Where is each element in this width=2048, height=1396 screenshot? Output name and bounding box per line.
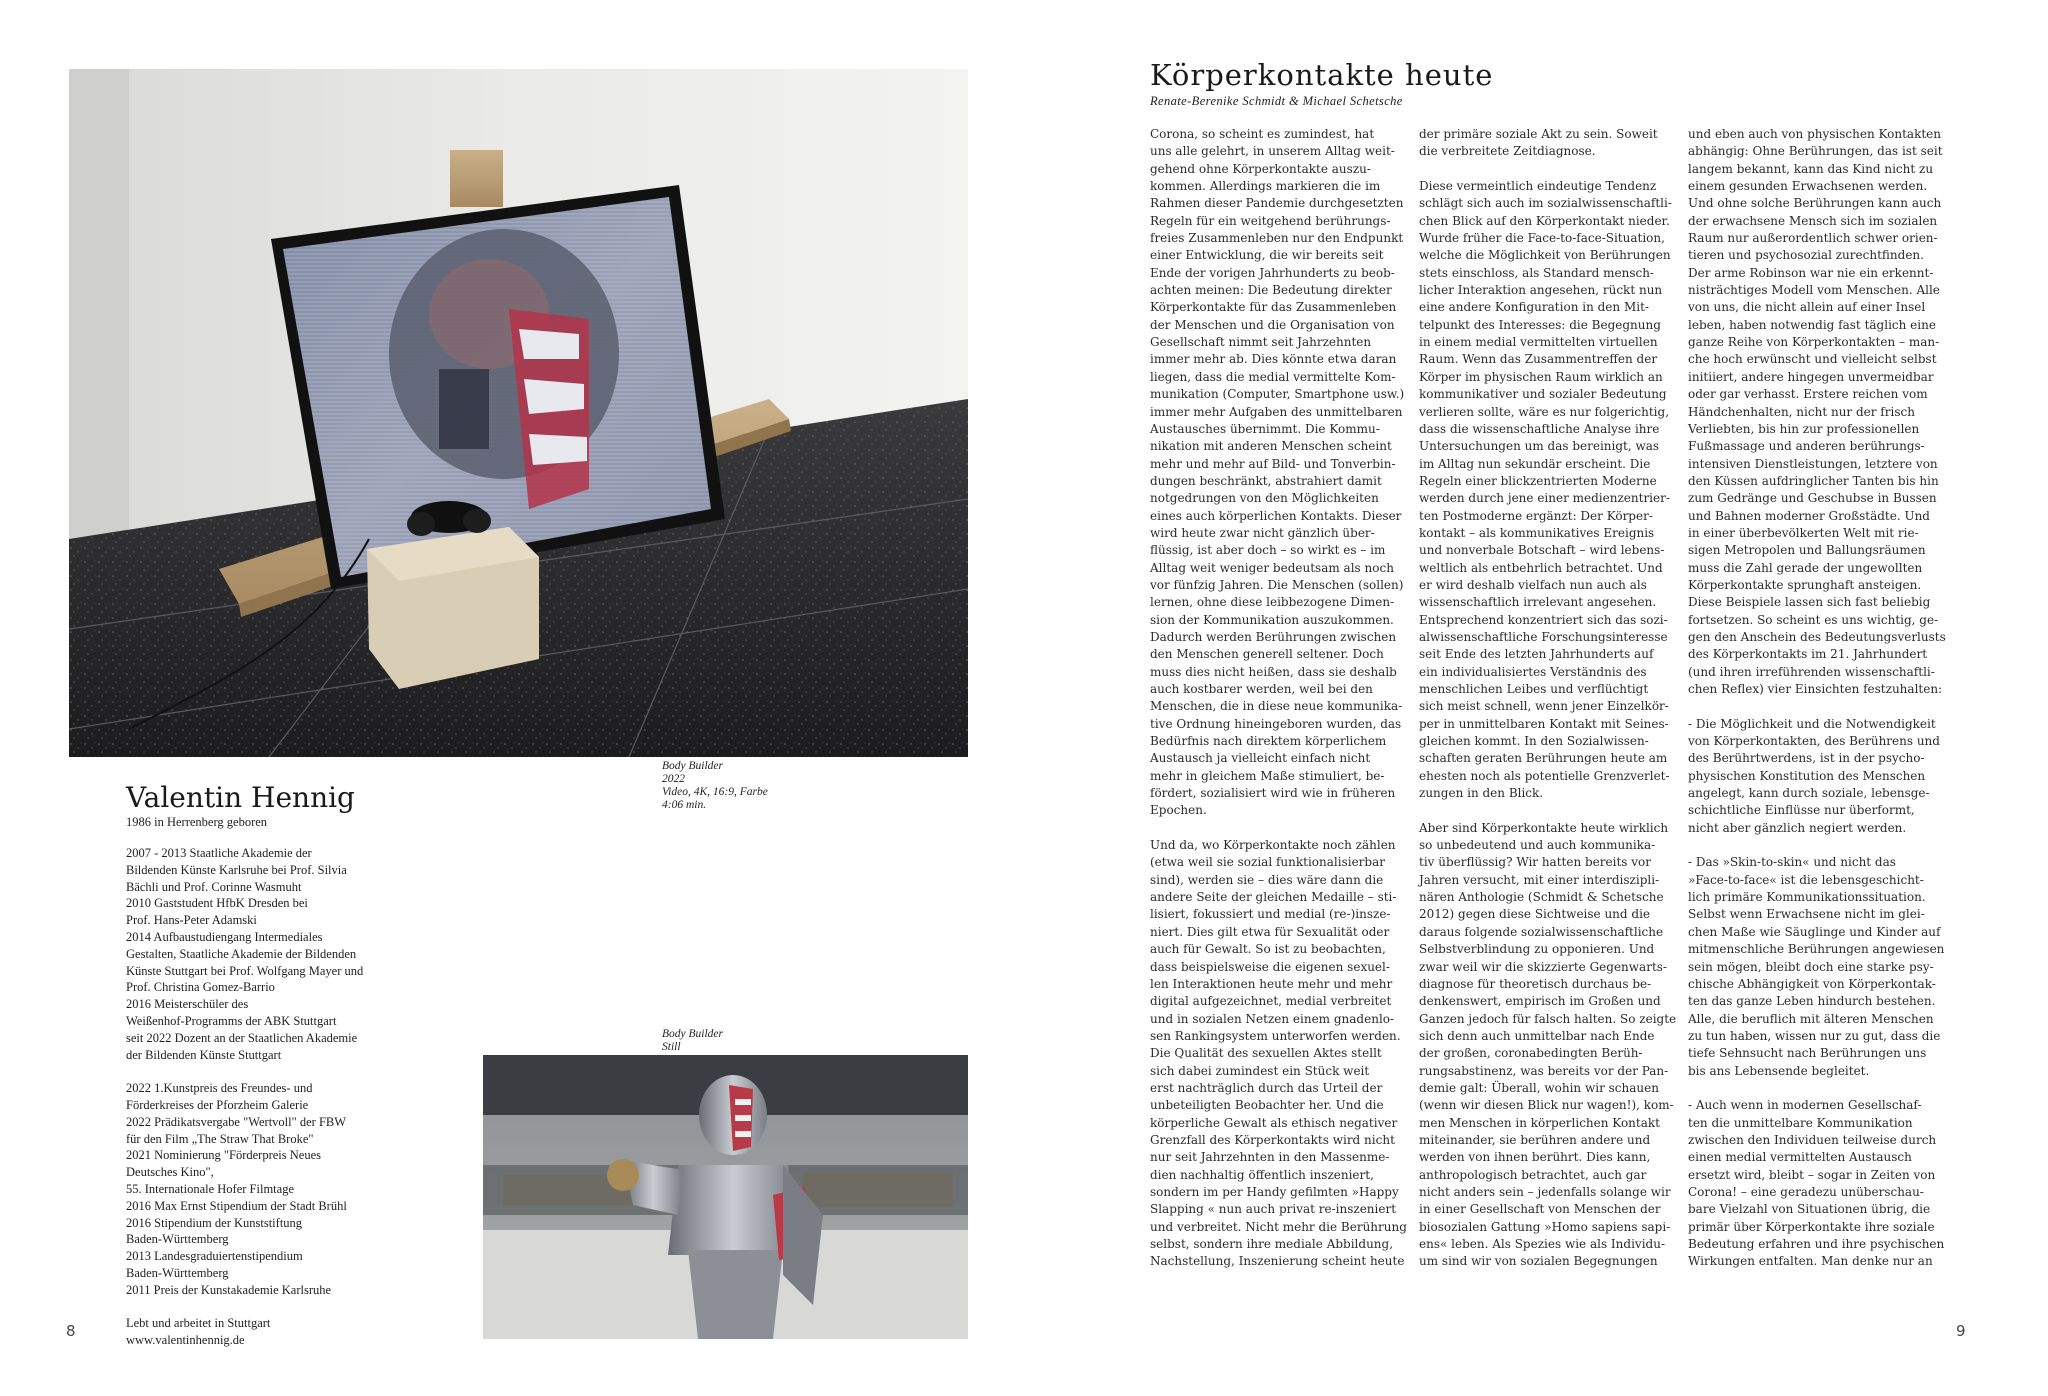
text-line: denkenswert, empirisch im Großen und <box>1419 994 1661 1009</box>
text-line: nären Anthologie (Schmidt & Schetsche <box>1419 890 1664 905</box>
text-line: dien nachhaltig öffentlich inszeniert, <box>1150 1167 1374 1182</box>
text-line: einer Entwicklung, die wir bereits seit <box>1150 248 1384 263</box>
text-line: ten das ganze Leben hindurch bestehen. <box>1688 994 1936 1009</box>
text-line: miteinander, sie berühren andere und <box>1419 1132 1651 1147</box>
text-line: per in unmittelbaren Kontakt mit Seines- <box>1419 716 1669 731</box>
text-line: schaften geraten Berührungen heute am <box>1419 751 1668 766</box>
text-line: menschlichen Leibes und verflüchtigt <box>1419 682 1649 696</box>
text-line: seit Ende des letzten Jahrhunderts auf <box>1419 647 1654 662</box>
text-line: gen den Anschein des Bedeutungsverlusts <box>1688 629 1946 644</box>
text-line: Gestalten, Staatliche Akademie der Bildenden <box>126 946 357 961</box>
text-line: Prof. Hans-Peter Adamski <box>126 913 257 928</box>
paragraph-gap <box>1150 820 1398 837</box>
text-line: fördert, sozialisiert wird wie in früheren <box>1150 786 1396 801</box>
text-line: anthropologisch betrachtet, auch gar <box>1419 1167 1647 1182</box>
article-column-1 <box>1150 126 1407 1271</box>
text-line: Körperkontakte für das Zusammenleben <box>1150 300 1397 315</box>
text-line: nisträchtiges Modell vom Menschen. Alle <box>1688 283 1940 298</box>
text-line: notgedrungen von den Möglichkeiten <box>1150 491 1379 506</box>
text-line: immer mehr ab. Dies könnte etwa daran <box>1150 352 1397 367</box>
text-line: sion der Kommunikation auszukommen. <box>1150 612 1394 627</box>
text-line: tieren und psychosozial zurechtfinden. <box>1688 248 1924 263</box>
text-line: initiiert, andere hingegen unvermeidbar <box>1688 369 1934 384</box>
caption-line: 2022 <box>662 773 685 785</box>
text-line: Bächli und Prof. Corinne Wasmuht <box>126 879 302 894</box>
text-line: Diese Beispiele lassen sich fast beliebig <box>1688 595 1931 610</box>
text-line: - Die Möglichkeit und die Notwendigkeit <box>1688 716 1936 731</box>
text-line: liegen, dass die medial vermittelte Kom- <box>1150 369 1396 384</box>
text-line: alwissenschaftliche Forschungsinteresse <box>1419 629 1668 644</box>
text-line: chische Abhängigkeit von Körperkontak- <box>1688 976 1936 991</box>
text-line: und nonverbale Botschaft – wird lebens- <box>1419 543 1665 558</box>
text-line: Rahmen dieser Pandemie durchgesetzten <box>1150 196 1404 211</box>
text-line: selbst, sondern ihre mediale Abbildung, <box>1150 1237 1394 1251</box>
text-line: Regeln für ein weitgehend berührungs- <box>1150 213 1391 228</box>
text-line: er wird deshalb vielfach nun auch als <box>1419 577 1647 592</box>
text-line: lernen, ohne diese leibbezogene Dimen- <box>1150 595 1395 610</box>
text-line: sen Rankingsystem unterworfen werden. <box>1150 1028 1401 1043</box>
text-line: Aber sind Körperkontakte heute wirklich <box>1419 820 1669 835</box>
text-line: tive Ordnung hineingeboren wurden, das <box>1150 716 1402 731</box>
page-number: 8 <box>66 1322 76 1340</box>
text-line: muss dies nicht heißen, dass sie deshalb <box>1150 664 1397 679</box>
text-line: sigen Metropolen und Ballungsräumen <box>1688 543 1926 558</box>
text-line: 2016 Stipendium der Kunststiftung <box>126 1215 303 1230</box>
text-line: sein mögen, bleibt doch eine starke psy- <box>1688 959 1934 974</box>
text-line: 2016 Max Ernst Stipendium der Stadt Brühl <box>126 1198 347 1213</box>
text-line: vor fünfzig Jahren. Die Menschen (sollen) <box>1150 577 1404 592</box>
text-line: schichtliche Einflüsse nur überformt, <box>1688 803 1915 818</box>
text-line: Alltag weit weniger bedeutsam als noch <box>1150 560 1394 575</box>
text-line: chen Blick auf den Körperkontakt nieder. <box>1419 213 1670 228</box>
text-line: Künste Stuttgart bei Prof. Wolfgang Mayer und <box>126 963 364 978</box>
text-line: langem bekannt, kann das Kind nicht zu <box>1688 161 1934 176</box>
text-line: Weißenhof-Programms der ABK Stuttgart <box>126 1013 337 1028</box>
text-line: lisiert, fokussiert und medial (re-)insze- <box>1150 907 1391 922</box>
text-line: (und ihren irreführenden wissenschaftli- <box>1688 664 1935 679</box>
paragraph-gap <box>1688 698 1936 715</box>
text-line: intensiven Dienstleistungen, letztere von <box>1688 456 1938 471</box>
text-line: werden von ihnen berührt. Dies kann, <box>1419 1150 1651 1165</box>
text-line: 2007 - 2013 Staatliche Akademie der <box>126 846 312 860</box>
text-line: Händchenhalten, nicht nur der frisch <box>1688 404 1915 419</box>
text-line: kontakt – als kommunikatives Ereignis <box>1419 525 1655 540</box>
text-line: Diese vermeintlich eindeutige Tendenz <box>1419 179 1657 194</box>
text-line: Corona! – eine geradezu unüberschau- <box>1688 1184 1924 1199</box>
text-line: Förderkreises der Pforzheim Galerie <box>126 1097 309 1112</box>
text-line: che hoch erwünscht und vielleicht selbst <box>1688 352 1937 367</box>
text-line: sondern im per Handy gefilmten »Happy <box>1150 1184 1399 1199</box>
text-line: weltlich als entbehrlich betrachtet. Und <box>1419 560 1663 575</box>
text-line: Deutsches Kino", <box>126 1165 214 1180</box>
text-line: ten Postmoderne ergänzt: Der Körper- <box>1419 508 1653 523</box>
text-line: »Face-to-face« ist die lebensgeschicht- <box>1688 872 1924 887</box>
text-line: physischen Konstitution des Menschen <box>1688 768 1926 783</box>
text-line: bis ans Lebensende begleitet. <box>1688 1063 1870 1078</box>
text-line: Jahren versucht, mit einer interdiszipli- <box>1419 872 1660 887</box>
text-line: Baden-Württemberg <box>126 1232 229 1247</box>
text-line: wird heute zwar nicht gänzlich über- <box>1150 525 1375 540</box>
text-line: Epochen. <box>1150 803 1207 818</box>
text-line: immer mehr Aufgaben des unmittelbaren <box>1150 404 1403 419</box>
text-line: und Bahnen moderner Großstädte. Und <box>1688 508 1930 523</box>
text-line: (wenn wir diesen Blick nur wagen!), kom- <box>1419 1098 1674 1113</box>
paragraph-gap <box>1419 161 1667 178</box>
text-line: Und da, wo Körperkontakte noch zählen <box>1150 838 1396 853</box>
text-line: ein individualisiertes Verständnis des <box>1419 664 1647 679</box>
text-line: chen Maße wie Säuglinge und Kinder auf <box>1688 924 1941 939</box>
text-line: Die Qualität des sexuellen Aktes stellt <box>1150 1046 1382 1061</box>
text-line: Ganzen jedoch für falsch halten. So zeigte <box>1419 1011 1677 1026</box>
text-line: dass die wissenschaftliche Analyse ihre <box>1419 421 1660 436</box>
article-authors: Renate-Berenike Schmidt & Michael Schetsche <box>1150 94 1403 108</box>
text-line: auch für Gewalt. So ist zu beobachten, <box>1150 942 1386 957</box>
text-line: der erwachsene Mensch sich im sozialen <box>1688 213 1938 228</box>
text-line: telpunkt des Interesses: die Begegnung <box>1419 317 1661 332</box>
paragraph-gap <box>1688 837 1936 854</box>
text-line: und in sozialen Netzen einem gnadenlo- <box>1150 1011 1395 1026</box>
text-line: angelegt, kann durch soziale, lebensge- <box>1688 786 1930 801</box>
text-line: Bildenden Künste Karlsruhe bei Prof. Silvia <box>126 862 347 877</box>
text-line: der primäre soziale Akt zu sein. Soweit <box>1419 127 1658 141</box>
text-line: des Berührtwerdens, ist in der psycho- <box>1688 751 1925 766</box>
text-line: 2016 Meisterschüler des <box>126 997 249 1012</box>
text-line: flüssig, ist aber doch – so wirkt es – im <box>1150 543 1386 558</box>
text-line: mehr und mehr auf Bild- und Tonverbin- <box>1150 456 1396 471</box>
text-line: sind), werden sie – dies wäre dann die <box>1150 872 1384 887</box>
text-line: - Auch wenn in modernen Gesellschaf- <box>1688 1098 1922 1113</box>
text-line: Verliebten, bis hin zur professionellen <box>1688 421 1920 436</box>
text-line: digital aufgezeichnet, medial verbreitet <box>1150 994 1392 1009</box>
text-line: zum Gedränge und Geschubse in Bussen <box>1688 491 1937 506</box>
text-line: eine andere Konfiguration in den Mit- <box>1419 300 1649 315</box>
text-line: daraus folgende sozialwissenschaftliche <box>1419 924 1664 939</box>
text-line: 2013 Landesgraduiertenstipendium <box>126 1249 303 1264</box>
text-line: Wurde früher die Face-to-face-Situation, <box>1419 231 1665 246</box>
text-line: Slapping « nun auch privat re-inszeniert <box>1150 1202 1397 1217</box>
text-line: Gesellschaft nimmt seit Jahrzehnten <box>1150 335 1372 350</box>
article-column-3 <box>1688 126 1946 1271</box>
text-line: Raum nur außerordentlich schwer orien- <box>1688 231 1938 246</box>
text-line: Grenzfall des Körperkontakts wird nicht <box>1150 1132 1395 1147</box>
text-line: so unbedeutend und auch kommunika- <box>1419 838 1656 853</box>
caption-line: Video, 4K, 16:9, Farbe <box>662 786 768 798</box>
text-line: Selbst wenn Erwachsene nicht im glei- <box>1688 907 1925 922</box>
text-line: (etwa weil sie sozial funktionalisierbar <box>1150 855 1385 870</box>
text-line: Alle, die beruflich mit älteren Menschen <box>1688 1011 1934 1026</box>
text-line: Untersuchungen um das bereinigt, was <box>1419 439 1660 454</box>
text-line: bare Vielzahl von Situationen übrig, die <box>1688 1202 1931 1217</box>
text-line: Lebt und arbeitet in Stuttgart <box>126 1316 271 1331</box>
text-line: ens« leben. Als Spezies wie als Individu- <box>1419 1237 1665 1251</box>
text-line: die verbreitete Zeitdiagnose. <box>1419 144 1596 159</box>
text-line: Corona, so scheint es zumindest, hat <box>1150 127 1375 141</box>
text-line: Ende der vorigen Jahrhunderts zu beob- <box>1150 265 1395 280</box>
text-line: in einem medial vermittelten virtuellen <box>1419 335 1658 350</box>
text-line: oder gar verhasst. Erstere reichen vom <box>1688 387 1928 402</box>
caption-line: Still <box>662 1041 681 1053</box>
text-line: der Bildenden Künste Stuttgart <box>126 1047 282 1062</box>
text-line: niert. Dies gilt etwa für Sexualität oder <box>1150 924 1390 939</box>
text-line: Regeln einer blickzentrierten Moderne <box>1419 473 1657 488</box>
text-line: Selbstverblindung zu opponieren. Und <box>1419 942 1655 957</box>
text-line: Fußmassage und anderen berührungs- <box>1688 439 1925 454</box>
text-line: men Menschen in körperlichen Kontakt <box>1419 1115 1660 1130</box>
text-line: zwar weil wir die skizzierte Gegenwarts- <box>1419 959 1667 974</box>
text-line: nicht anders sein – jedenfalls solange wir <box>1419 1184 1671 1199</box>
text-line: gleichen kommt. In den Sozialwissen- <box>1419 734 1649 749</box>
text-line: abhängig: Ohne Berührungen, das ist seit <box>1688 144 1943 159</box>
text-line: 2022 Prädikatsvergabe "Wertvoll" der FBW <box>126 1114 347 1129</box>
text-line: zungen in den Blick. <box>1419 786 1544 801</box>
text-line: erst nachträglich durch das Urteil der <box>1150 1080 1383 1095</box>
text-line: Körperkontakte sprunghaft ansteigen. <box>1688 577 1922 592</box>
artist-name: Valentin Hennig <box>126 781 355 814</box>
text-line: und verbreitet. Nicht mehr die Berührung <box>1150 1219 1407 1234</box>
text-line: in einer Gesellschaft von Menschen der <box>1419 1202 1661 1217</box>
text-line: muss die Zahl gerade der ungewollten <box>1688 560 1923 575</box>
text-line: stets einschloss, als Standard mensch- <box>1419 265 1654 280</box>
text-line: Prof. Christina Gomez-Barrio <box>126 980 275 995</box>
text-line: für den Film „The Straw That Broke" <box>126 1131 314 1146</box>
text-line: munikation (Computer, Smartphone usw.) <box>1150 387 1405 402</box>
text-line: achten meinen: Die Bedeutung direkter <box>1150 283 1392 298</box>
text-line: demie galt: Überall, wohin wir schauen <box>1419 1080 1659 1095</box>
text-line: fortsetzen. So scheint es uns wichtig, ge- <box>1688 612 1939 627</box>
text-line: gehend ohne Körperkontakte auszu- <box>1150 161 1371 176</box>
article-column-2 <box>1419 126 1677 1271</box>
text-line: dass beispielsweise die eigenen sexuel- <box>1150 959 1390 974</box>
text-line: verlieren sollte, wäre es nur folgerichtig, <box>1419 404 1670 419</box>
text-line: 2021 Nominierung "Förderpreis Neues <box>126 1148 321 1163</box>
text-line: unbeteiligten Beobachter her. Und die <box>1150 1098 1384 1113</box>
text-line: rungsabstinenz, was bereits vor der Pan- <box>1419 1063 1669 1078</box>
text-line: um sind wir von sozialen Begegnungen <box>1419 1254 1658 1269</box>
text-line: diagnose für theoretisch durchaus be- <box>1419 976 1652 991</box>
text-line: von Körperkontakten, des Berührens und <box>1688 734 1940 749</box>
text-line: primär über Körperkontakte ihre soziale <box>1688 1219 1935 1234</box>
text-line: körperliche Gewalt als ethisch negativer <box>1150 1115 1398 1130</box>
text-line: einem gesunden Erwachsenen werden. <box>1688 179 1928 194</box>
paragraph-gap <box>1419 802 1667 819</box>
text-line: Der arme Robinson war nie ein erkennt- <box>1688 265 1934 280</box>
text-line: im Alltag nun sekundär erscheint. Die <box>1419 456 1651 471</box>
text-line: Menschen, die in diese neue kommunika- <box>1150 699 1403 714</box>
text-line: Austausches übernimmt. Die Kommu- <box>1150 421 1380 436</box>
text-line: Baden-Württemberg <box>126 1265 229 1280</box>
text-line: ersetzt wird, bleibt – sogar in Zeiten von <box>1688 1167 1936 1182</box>
text-line: uns alle gelehrt, in unserem Alltag weit- <box>1150 144 1395 159</box>
caption-line: Body Builder <box>662 1028 723 1040</box>
caption-line: Body Builder <box>662 760 723 772</box>
text-line: Dadurch werden Berührungen zwischen <box>1150 629 1397 644</box>
text-line: ten die unmittelbare Kommunikation <box>1688 1115 1913 1130</box>
text-line: ehesten noch als potentielle Grenzverlet- <box>1419 768 1670 783</box>
text-line: 2022 1.Kunstpreis des Freundes- und <box>126 1081 313 1096</box>
text-line: Raum. Wenn das Zusammentreffen der <box>1419 352 1658 367</box>
text-line: tiv überflüssig? Wir hatten bereits vor <box>1419 855 1651 870</box>
text-line: auch kostbarer werden, weil bei den <box>1150 682 1373 696</box>
text-line: schlägt sich auch im sozialwissenschaftli- <box>1419 196 1672 211</box>
text-line: welche die Möglichkeit von Berührungen <box>1419 248 1671 263</box>
text-line: dungen beschränkt, abstrahiert damit <box>1150 473 1382 488</box>
text-line: der Menschen und die Organisation von <box>1150 317 1395 332</box>
text-line: freies Zusammenleben nur den Endpunkt <box>1150 231 1404 246</box>
paragraph-gap <box>1688 1080 1936 1097</box>
text-line: sich denn auch unmittelbar nach Ende <box>1419 1028 1655 1043</box>
text-line: nur seit Jahrzehnten in den Massenme- <box>1150 1150 1390 1165</box>
text-line: wissenschaftlich irrelevant angesehen. <box>1419 595 1657 610</box>
text-line: des Körperkontakts im 21. Jahrhundert <box>1688 647 1928 662</box>
text-line: den Menschen generell seltener. Doch <box>1150 647 1384 662</box>
text-line: Entsprechend konzentriert sich das sozi- <box>1419 612 1668 627</box>
text-line: sich dabei zumindest ein Stück weit <box>1150 1063 1370 1078</box>
text-line: zwischen den Individuen teilweise durch <box>1688 1132 1937 1147</box>
text-line: www.valentinhennig.de <box>126 1333 245 1348</box>
caption-line: 4:06 min. <box>662 799 707 811</box>
text-line: 2011 Preis der Kunstakademie Karlsruhe <box>126 1282 332 1297</box>
text-line: Und ohne solche Berührungen kann auch <box>1688 196 1942 211</box>
text-line: len Interaktionen heute mehr und mehr <box>1150 976 1393 991</box>
text-line: Körper im physischen Raum wirklich an <box>1419 369 1663 384</box>
text-line: 55. Internationale Hofer Filmtage <box>126 1181 294 1196</box>
text-line: nicht aber gänzlich negiert werden. <box>1688 820 1907 835</box>
text-line: 2012) gegen diese Sichtweise und die <box>1419 907 1651 922</box>
text-line: eines auch körperlichen Kontakts. Dieser <box>1150 508 1402 523</box>
text-line: Bedeutung erfahren und ihre psychischen <box>1688 1237 1945 1251</box>
artist-birth: 1986 in Herrenberg geboren <box>126 815 268 829</box>
text-line: werden durch jene einer medienzentrier- <box>1419 491 1670 506</box>
text-line: einen medial vermittelten Austausch <box>1688 1150 1912 1165</box>
text-line: - Das »Skin-to-skin« und nicht das <box>1688 855 1896 870</box>
text-line: Wirkungen entfalten. Man denke nur an <box>1688 1254 1933 1269</box>
text-line: licher Interaktion angesehen, rückt nun <box>1419 283 1663 298</box>
text-line: Bedürfnis nach direktem körperlichem <box>1150 734 1387 749</box>
text-line: sich meist schnell, wenn jener Einzelkör- <box>1419 699 1669 714</box>
text-line: 2010 Gaststudent HfbK Dresden bei <box>126 896 308 911</box>
text-line: 2014 Aufbaustudiengang Intermediales <box>126 929 323 944</box>
text-line: andere Seite der gleichen Medaille – sti- <box>1150 890 1397 905</box>
text-line: mitmenschliche Berührungen angewiesen <box>1688 942 1945 957</box>
text-line: leben, haben notwendig fast täglich eine <box>1688 317 1936 332</box>
page-number: 9 <box>1956 1322 1966 1340</box>
text-line: kommunikativer und sozialer Bedeutung <box>1419 387 1667 402</box>
text-line: Nachstellung, Inszenierung scheint heute <box>1150 1254 1405 1269</box>
text-line: Austausch ja vielleicht einfach nicht <box>1150 751 1371 766</box>
text-line: biosozialen Gattung »Homo sapiens sapi- <box>1419 1219 1671 1234</box>
text-line: ganze Reihe von Körperkontakten – man- <box>1688 335 1940 350</box>
text-line: von uns, die nicht allein auf einer Insel <box>1688 300 1926 315</box>
text-line: mehr in gleichem Maße stimuliert, be- <box>1150 768 1385 783</box>
text-line: tiefe Sehnsucht nach Berührungen uns <box>1688 1046 1927 1061</box>
text-line: seit 2022 Dozent an der Staatlichen Akademie <box>126 1030 358 1045</box>
text-line: lich primäre Kommunikationssituation. <box>1688 890 1926 905</box>
text-line: kommen. Allerdings markieren die im <box>1150 179 1381 194</box>
text-line: zu tun haben, wissen nur zu gut, dass die <box>1688 1028 1941 1043</box>
article-title: Körperkontakte heute <box>1150 58 1494 92</box>
text-line: den Küssen aufdringlicher Tanten bis hin <box>1688 473 1939 488</box>
text-line: nikation mit anderen Menschen scheint <box>1150 439 1392 454</box>
text-line: in einer überbevölkerten Welt mit rie- <box>1688 525 1919 540</box>
text-line: und eben auch von physischen Kontakten <box>1688 127 1942 141</box>
text-line: der großen, coronabedingten Berüh- <box>1419 1046 1643 1061</box>
text-line: chen Reflex) vier Einsichten festzuhalten: <box>1688 682 1943 696</box>
